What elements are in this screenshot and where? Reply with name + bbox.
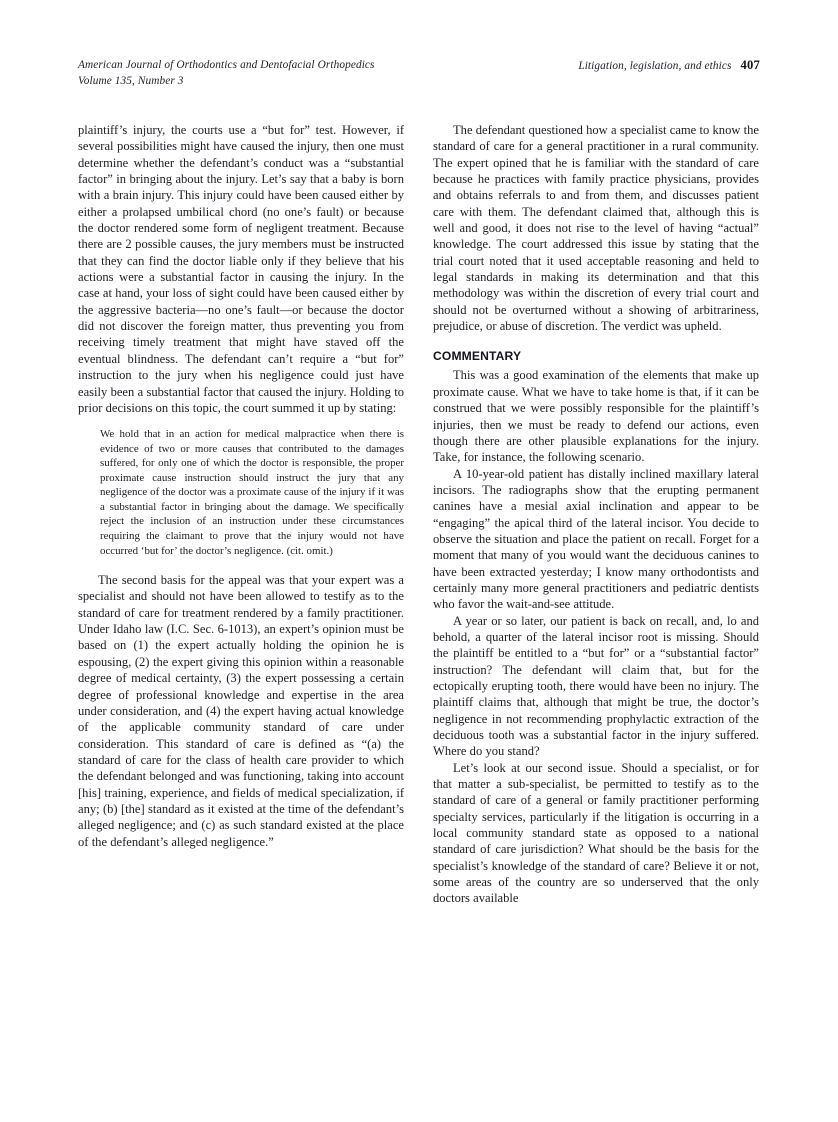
block-quote-text: We hold that in an action for medical malpractice when there is evidence of two or more causes that contributed to the damages suffered, for only one of which the doctor is responsible, the proper proximate cause instruction should instruct the jury that any negligence of the doctor was a proximate cause of the injury if it was a substantial factor in bringing about the damage. We specifically reject the inclusion of an instruction under these circumstances requiring the claimant to prove that the injury would not have occurred ‘but for’ the doctor’s negligence. (cit. omit.) [100,428,404,557]
journal-title: American Journal of Orthodontics and Dentofacial Orthopedics [78,59,375,71]
running-head-journal [78,58,375,89]
paragraph-commentary-3: A year or so later, our patient is back on recall, and, lo and behold, a quarter of the lateral incisor root is missing. Should the plaintiff be entitled to a “but for” or a “substantial factor” instruction? The defendant will claim that, but for the ectopically erupting tooth, there would have been no injury. The plaintiff claims that, although that might be true, the doctor’s negligence in not recommending prophylactic extraction of the deciduous tooth was a substantial factor in the injury suffered. Where do you stand? [433,613,759,759]
block-quote [100,427,404,558]
running-head [78,58,760,89]
paragraph-commentary-1: This was a good examination of the elements that make up proximate cause. What we have to take home is that, if it can be construed that we were possibly responsible for the plaintiff’s injuries, then we must be ready to defend our actions, even though there are other plausible explanations for the injury. Take, for instance, the following scenario. [433,368,759,465]
paragraph-commentary-4: Let’s look at our second issue. Should a specialist, or for that matter a sub-specialist, be permitted to testify as to the standard of care of a general or family practitioner performing specialty services, particularly if the litigation is occurring in a local community standard state as opposed to a national standard of care jurisdiction? What should be the basis for the specialist’s knowledge of the standard of care? Believe it or not, some areas of the country are so underserved that the only doctors available [433,760,759,906]
paragraph-defendant-questioned: The defendant questioned how a specialist came to know the standard of care for a general practitioner in a rural community. The expert opined that he is familiar with the standard of care because he practices with family practice physicians, provides and obtains referrals to and from them, and discusses patient care with them. The defendant claimed that, although this is well and good, it does not rise to the level of having “actual” knowledge. The court addressed this issue by stating that the trial court noted that it used acceptable reasoning and held to legal standards in making its determination and that this methodology was within the discretion of every trial court and should not be overturned without a showing of arbitrariness, prejudice, or abuse of discretion. The verdict was upheld. [433,123,759,334]
journal-volume-issue: Volume 135, Number 3 [78,74,184,87]
commentary-heading: COMMENTARY [433,349,522,364]
quote-spacer [78,558,404,572]
two-column-body [78,122,760,907]
running-head-section-group [578,58,760,75]
left-column [78,122,404,907]
running-head-section-title: Litigation, legislation, and ethics [578,60,732,72]
right-column [433,122,759,907]
paragraph-second-basis: The second basis for the appeal was that your expert was a specialist and should not have been allowed to testify as to the standard of care for treatment rendered by a family practitioner. Under Idaho law (I.C. Sec. 6-1013), an expert’s opinion must be based on (1) the expert actually holding the opinion he is espousing, (2) the expert giving this opinion within a reasonable degree of medical certainty, (3) the expert possessing a certain degree of professional knowledge and expertise in the area under consideration, and (4) the expert having actual knowledge of the applicable community standard of care under consideration. This standard of care is defined as “(a) the standard of care for the class of health care provider to which the defendant belonged and was functioning, taking into account [his] training, experience, and fields of medical specialization, if any; (b) [the] standard as it existed at the time of the defendant’s alleged negligence; and (c) as such standard existed at the place of the defendant’s alleged negligence.” [78,573,404,849]
page-number: 407 [740,58,760,72]
paragraph-commentary-2: A 10-year-old patient has distally inclined maxillary lateral incisors. The radiographs show that the erupting permanent canines have a mesial axial inclination and appear to be “engaging” the apical third of the lateral incisor. You decide to observe the situation and place the patient on recall. Forget for a moment that many of you would want the deciduous canines to have been extracted yesterday; I know many orthodontists and certainly many more general practitioners and pediatric dentists who favor the wait-and-see attitude. [433,466,759,612]
paragraph-continued: plaintiff’s injury, the courts use a “but for” test. However, if several possibilities might have caused the injury, then one must determine whether the defendant’s conduct was a “substantial factor” in bringing about the injury. Let’s say that a baby is born with a brain injury. This injury could have been caused either by either a prolapsed umbilical chord (no one’s fault) or because the doctor rendered some form of negligent treatment. Because there are 2 possible causes, the jury members must be instructed that they can find the doctor liable only if they believe that his actions were a substantial factor in causing the injury. In the case at hand, your loss of sight could have been caused either by the aggressive bacteria—no one’s fault—or because the doctor did not discover the foreign matter, thus preventing you from receiving timely treatment that might have staved off the eventual blindness. The defendant can’t require a “but for” instruction to the jury when his negligence could just have easily been a substantial factor that caused the injury. Holding to prior decisions on this topic, the court summed it up by stating: [78,123,404,415]
